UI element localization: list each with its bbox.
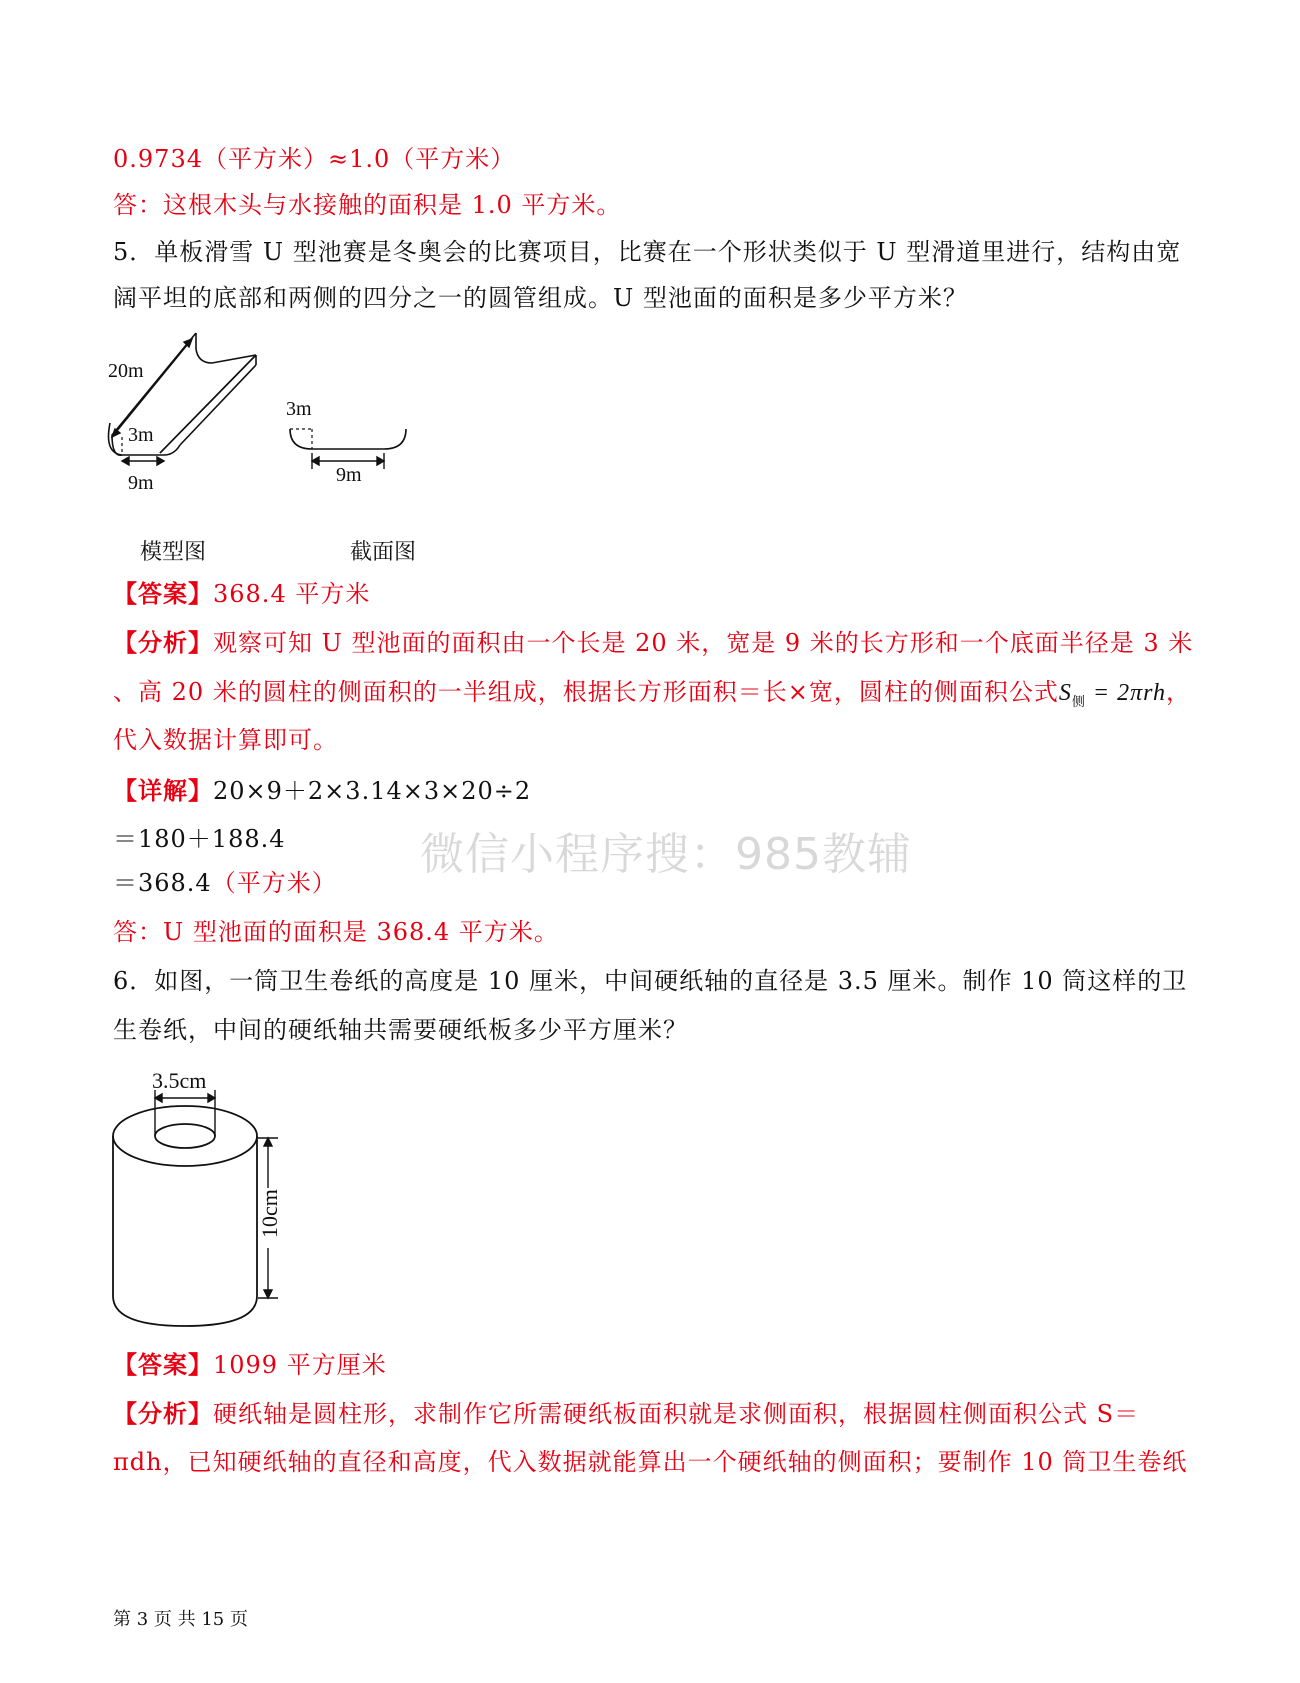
length-arrow (112, 339, 192, 437)
model-width-label: 9m (128, 472, 154, 494)
q6-figure (108, 1060, 308, 1330)
q5-final-answer: 答：U 型池面的面积是 368.4 平方米。 (113, 918, 559, 946)
model-width-arrow (122, 457, 164, 465)
toilet-roll-cylinder (113, 1106, 257, 1326)
q5-figure (100, 325, 440, 515)
prev-answer: 答：这根木头与水接触的面积是 1.0 平方米。 (113, 191, 622, 219)
section-caption: 截面图 (350, 540, 417, 565)
model-radius-label: 3m (128, 424, 154, 446)
q5-analysis-line2: 、高 20 米的圆柱的侧面积的一半组成，根据长方形面积＝长×宽，圆柱的侧面积公式$S_侧 = 2\pi rh$， (113, 678, 1192, 709)
q6-analysis-line1: 【分析】硬纸轴是圆柱形，求制作它所需硬纸板面积就是求侧面积，根据圆柱侧面积公式 S＝ (113, 1399, 1140, 1428)
q5-text-line1: 5．单板滑雪 U 型池赛是冬奥会的比赛项目，比赛在一个形状类似于 U 型滑道里进行，结构由宽 (113, 238, 1182, 266)
q6-text-line2: 生卷纸，中间的硬纸轴共需要硬纸板多少平方厘米？ (113, 1016, 688, 1044)
prev-solution-line: 0.9734（平方米）≈1.0（平方米） (113, 145, 516, 173)
page-footer: 第 3 页 共 15 页 (113, 1609, 248, 1630)
diameter-arrow (155, 1090, 215, 1136)
q5-detail-step3: ＝368.4（平方米） (113, 869, 337, 897)
q6-text-line1: 6．如图，一筒卫生卷纸的高度是 10 厘米，中间硬纸轴的直径是 3.5 厘米。制作 10 筒这样的卫 (113, 967, 1188, 995)
q5-analysis-line3: 代入数据计算即可。 (113, 726, 338, 754)
q6-analysis-line2: πdh，已知硬纸轴的直径和高度，代入数据就能算出一个硬纸轴的侧面积；要制作 10 筒卫生卷纸 (113, 1448, 1188, 1476)
u-channel-section (290, 429, 406, 449)
height-label: 10cm (257, 1189, 282, 1238)
q6-answer: 【答案】1099 平方厘米 (113, 1350, 387, 1379)
section-radius-label: 3m (286, 398, 312, 420)
model-caption: 模型图 (140, 540, 207, 565)
watermark: 微信小程序搜：985教辅 (420, 829, 912, 880)
q5-analysis-line1: 【分析】观察可知 U 型池面的面积由一个长是 20 米，宽是 9 米的长方形和一个底面半径是 3 米 (113, 628, 1194, 657)
q5-answer: 【答案】368.4 平方米 (113, 579, 371, 608)
q5-detail-step2: ＝180＋188.4 (113, 825, 286, 853)
section-width-label: 9m (336, 464, 362, 486)
formula: $S_侧 = 2\pi rh$ (1058, 680, 1167, 709)
q5-detail: 【详解】20×9＋2×3.14×3×20÷2 (113, 776, 532, 805)
diameter-label: 3.5cm (152, 1068, 207, 1093)
model-length-label: 20m (108, 360, 144, 382)
q5-text-line2: 阔平坦的底部和两侧的四分之一的圆管组成。U 型池面的面积是多少平方米？ (113, 284, 968, 312)
